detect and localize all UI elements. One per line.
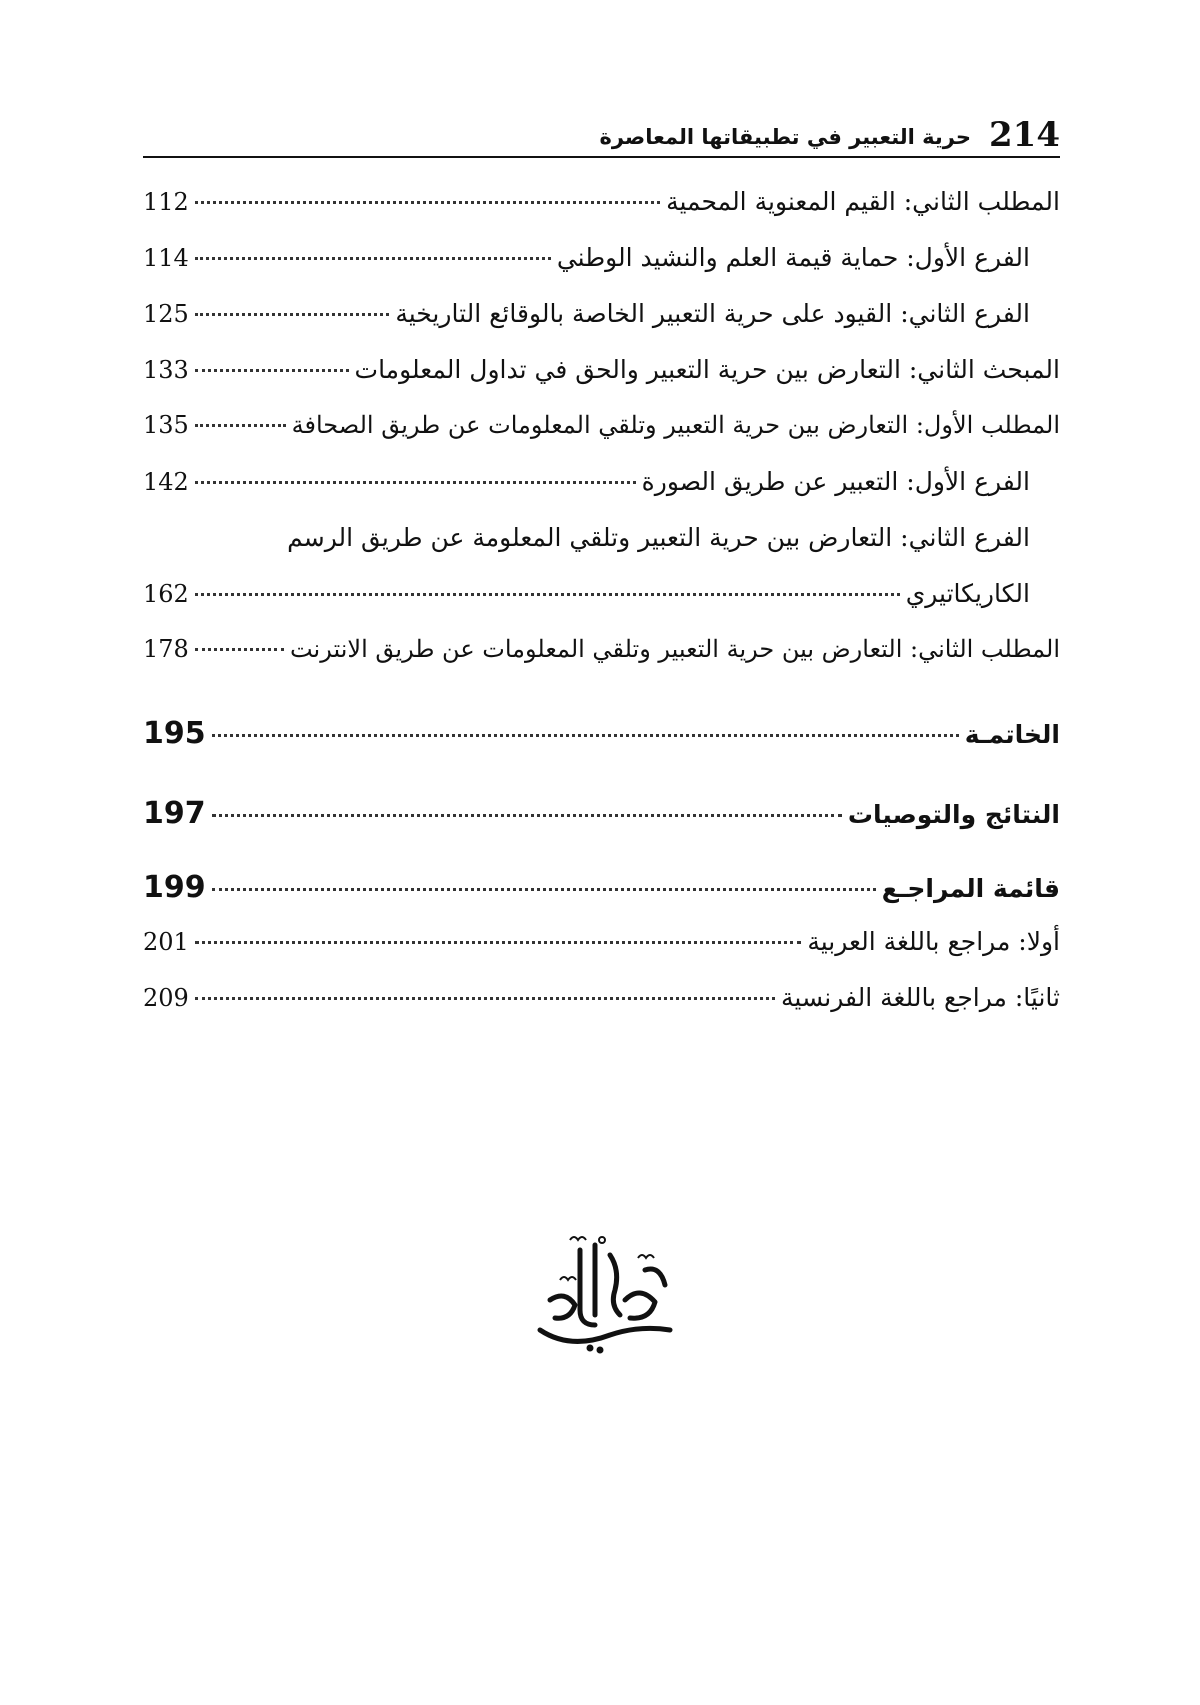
dot-leader [195,424,286,427]
toc-entry-title: المبحث الثاني: التعارض بين حرية التعبير والحق في تداول المعلومات [354,355,1060,384]
toc-entry[interactable] [143,242,1060,275]
toc-entry-title: الفرع الأول: التعبير عن طريق الصورة [641,467,1030,496]
toc-entry[interactable] [143,926,1060,959]
toc-entry[interactable] [143,354,1060,387]
toc-entry-continuation[interactable] [143,578,1060,611]
dot-leader [212,734,959,737]
dot-leader [195,593,900,596]
toc-entry-title: أولا: مراجع باللغة العربية [807,927,1060,956]
toc-entry-page: 114 [143,244,189,272]
toc-entry-page: 133 [143,356,189,384]
toc-entry-page: 135 [143,411,189,439]
toc-entry-title: الخاتمـة [964,720,1060,749]
toc-entry-title: النتائج والتوصيات [847,800,1060,829]
toc-entry[interactable] [143,186,1060,219]
toc-entry-title: الفرع الأول: حماية قيمة العلم والنشيد الوطني [556,243,1030,272]
dot-leader [212,888,876,891]
toc-entry-title-continuation: الكاريكاتيري [905,579,1030,608]
toc-entry-title: قائمة المراجـع [881,874,1060,903]
page-number: 214 [989,115,1060,155]
toc-entry-page: 199 [143,870,206,905]
toc-entry-major[interactable] [143,794,1060,833]
running-header [143,104,1060,158]
toc-entry-page: 197 [143,796,206,831]
toc-entry[interactable] [143,466,1060,499]
dot-leader [195,369,349,372]
toc-entry-title: المطلب الثاني: التعارض بين حرية التعبير وتلقي المعلومات عن طريق الانترنت [289,635,1060,663]
toc-entry[interactable] [143,298,1060,331]
toc-entry-page: 162 [143,580,189,608]
toc-entry[interactable] [143,634,1060,665]
dot-leader [195,997,775,1000]
toc-entry-page: 125 [143,300,189,328]
toc-entry-page: 195 [143,716,206,751]
toc-entry-page: 112 [143,188,189,216]
toc-entry[interactable] [143,982,1060,1015]
toc-entry-title: الفرع الثاني: التعارض بين حرية التعبير وتلقي المعلومة عن طريق الرسم [287,523,1030,552]
dot-leader [195,257,551,260]
toc-entry-page: 178 [143,635,189,663]
toc-entry-title: ثانيًا: مراجع باللغة الفرنسية [781,983,1060,1012]
dot-leader [195,481,636,484]
dot-leader [195,201,660,204]
toc-entry[interactable] [143,522,1060,555]
dot-leader [195,313,390,316]
toc-entry-major[interactable] [143,868,1060,907]
dot-leader [195,941,802,944]
toc-entry-page: 142 [143,468,189,496]
toc-entry-title: المطلب الأول: التعارض بين حرية التعبير وتلقي المعلومات عن طريق الصحافة [291,411,1060,439]
toc-entry[interactable] [143,410,1060,441]
toc-entry-title: المطلب الثاني: القيم المعنوية المحمية [666,187,1060,216]
tammat-bihamdillah-calligraphy-icon [520,1230,680,1360]
toc-entry-page: 209 [143,984,189,1012]
toc-entry-page: 201 [143,928,189,956]
toc-entry-title: الفرع الثاني: القيود على حرية التعبير الخاصة بالوقائع التاريخية [395,299,1030,328]
dot-leader [212,814,842,817]
dot-leader [195,648,284,651]
running-title: حرية التعبير في تطبيقاتها المعاصرة [599,124,972,149]
toc-entry-major[interactable] [143,714,1060,753]
